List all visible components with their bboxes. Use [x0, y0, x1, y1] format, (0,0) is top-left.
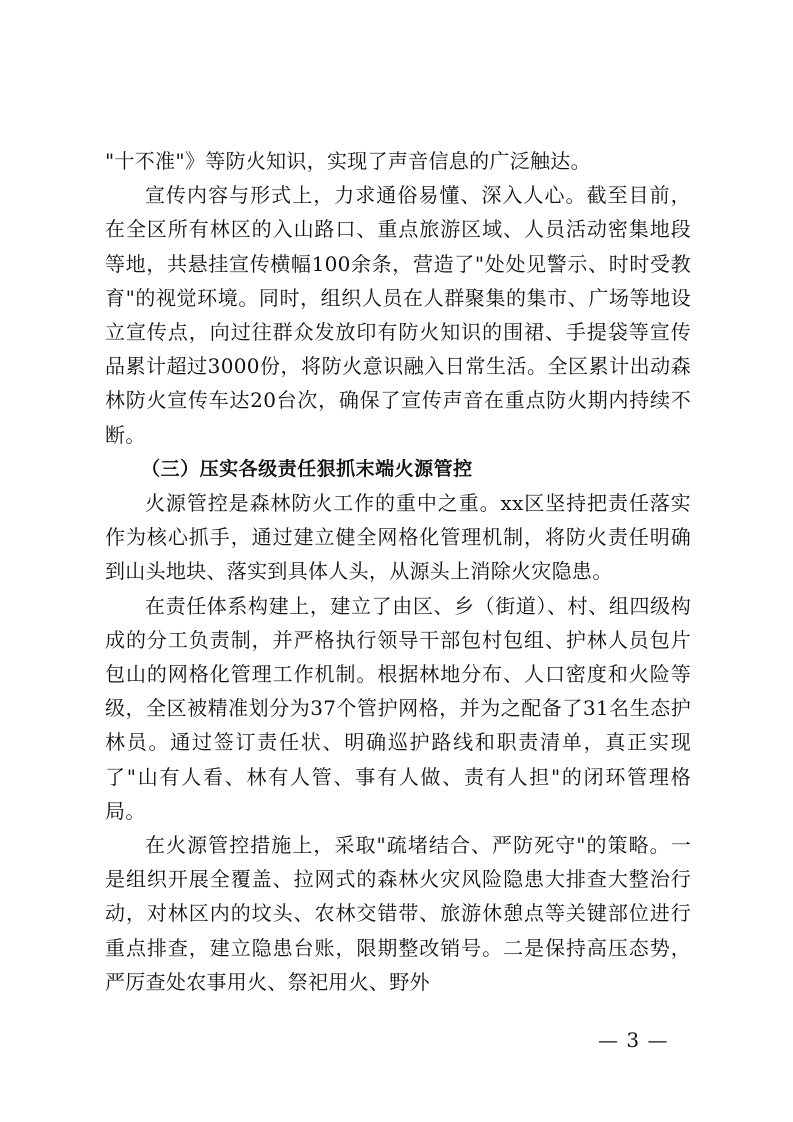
- section-heading: （三）压实各级责任狠抓末端火源管控: [141, 457, 473, 480]
- paragraph-fire-source-control: 火源管控是森林防火工作的重中之重。xx区坚持把责任落实作为核心抓手，通过建立健全网格化管理机制，将防火责任明确到山头地块、落实到具体人头，从源头上消除火灾隐患。: [105, 491, 691, 584]
- paragraph-responsibility-system: 在责任体系构建上，建立了由区、乡（街道）、村、组四级构成的分工负责制，并严格执行领导干部包村包组、护林人员包片包山的网格化管理工作机制。根据林地分布、人口密度和火险等级，全区被精准划分为37个管护网格，并为之配备了31名生态护林员。通过签订责任状、明确巡护路线和职责清单，真正实现了"山有人看、林有人管、事有人做、责有人担"的闭环管理格局。: [105, 593, 691, 823]
- paragraph-continuation: "十不准"》等防火知识，实现了声音信息的广泛触达。: [105, 149, 591, 173]
- paragraph-control-measures: 在火源管控措施上，采取"疏堵结合、严防死守"的策略。一是组织开展全覆盖、拉网式的森林火灾风险隐患大排查大整治行动，对林区内的坟头、农林交错带、旅游休憩点等关键部位进行重点排查，建立隐患台账，限期整改销号。二是保持高压态势，严厉查处农事用火、祭祀用火、野外: [105, 833, 691, 994]
- page-number: — 3 —: [598, 1028, 669, 1052]
- paragraph-publicity-content: 宣传内容与形式上，力求通俗易懂、深入人心。截至目前，在全区所有林区的入山路口、重点旅游区域、人员活动密集地段等地，共悬挂宣传横幅100余条，营造了"处处见警示、时时受教育"的视觉环境。同时，组织人员在人群聚集的集市、广场等地设立宣传点，向过往群众发放印有防火知识的围裙、手提袋等宣传品累计超过3000份，将防火意识融入日常生活。全区累计出动森林防火宣传车达20台次，确保了宣传声音在重点防火期内持续不断。: [105, 183, 691, 447]
- document-body: [105, 144, 691, 999]
